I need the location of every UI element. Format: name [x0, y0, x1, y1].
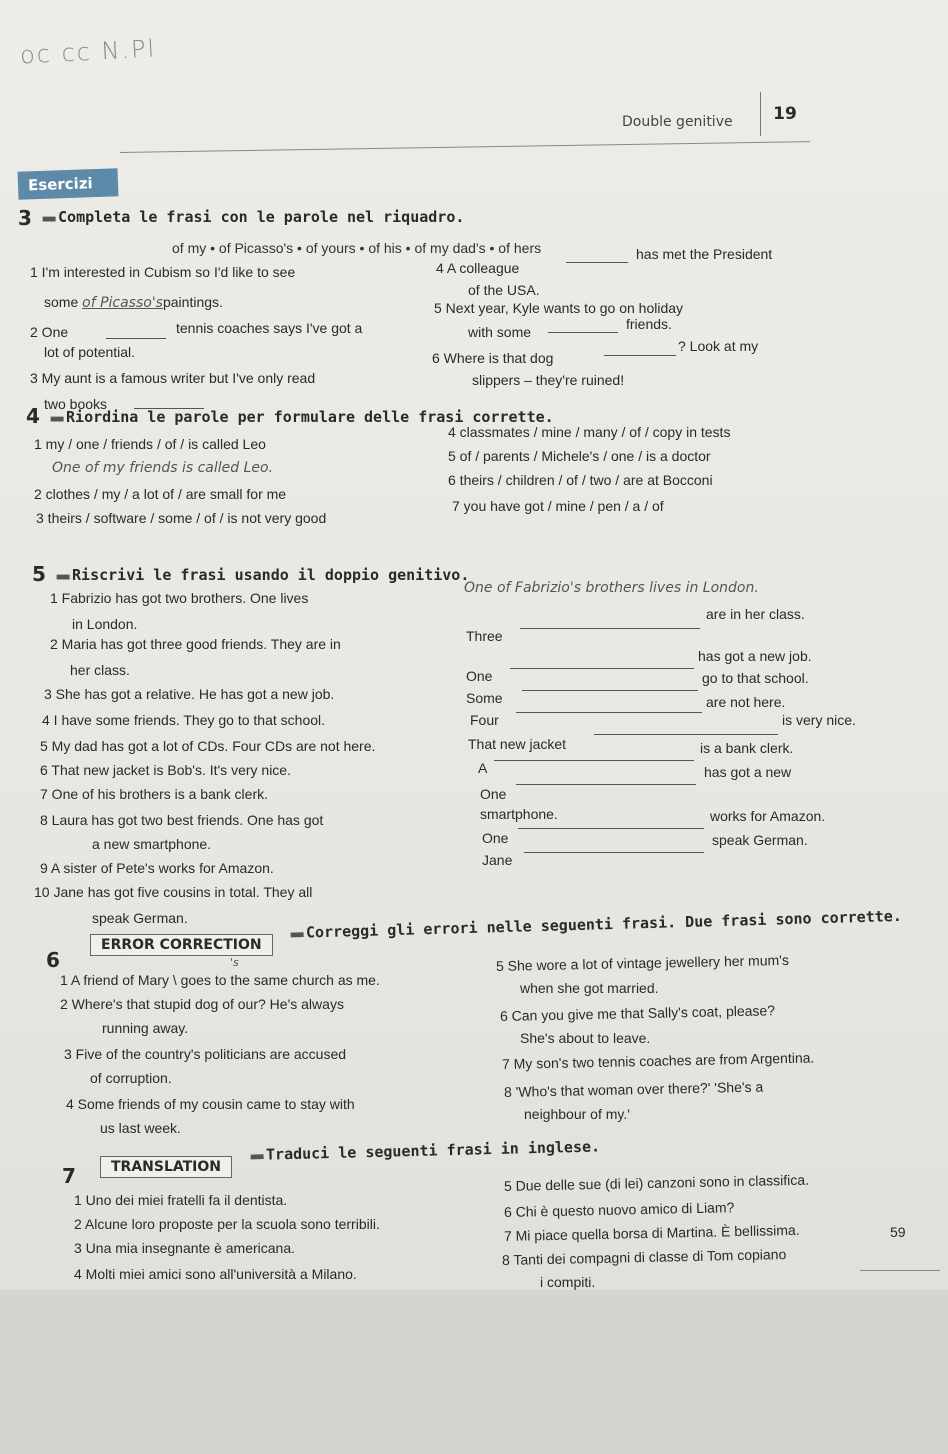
error-correction-label: ERROR CORRECTION: [90, 934, 273, 956]
sentence-5-end: friends.: [626, 316, 672, 332]
sentence-2: 2 One: [30, 324, 69, 340]
sentence-6: 6 That new jacket is Bob's. It's very nice.: [40, 762, 291, 778]
sentence-8-cont: a new smartphone.: [92, 836, 212, 852]
sentence-1: 1 Fabrizio has got two brothers. One lives: [50, 590, 309, 606]
sentence-1-answer: One of Fabrizio's brothers lives in London.: [464, 580, 759, 596]
sentence-6: 6 Chi è questo nuovo amico di Liam?: [503, 1199, 735, 1220]
answer-blank: [566, 262, 628, 263]
sentence-3: 3 theirs / software / some / of / is not very good: [36, 510, 327, 526]
sentence-1-cont: some of Picasso'spaintings.: [44, 294, 223, 311]
answer-blank: [524, 852, 704, 853]
sentence-2: 2 Maria has got three good friends. They are in: [50, 636, 341, 652]
exercise-number: 5: [32, 562, 46, 586]
sentence-6: 6 theirs / children / of / two / are at Bocconi: [448, 472, 713, 488]
sentence-4-cont: of the USA.: [468, 282, 540, 298]
answer-10-start: Jane: [482, 852, 513, 868]
answer-5-start: Four: [470, 712, 499, 728]
pencil-scribble: oc cc N.Pl: [19, 34, 157, 70]
sentence-8-cont: neighbour of my.': [524, 1106, 630, 1122]
header-rule: [120, 141, 810, 153]
answer-7-start: A: [478, 760, 488, 776]
sentence-5: 5 Due delle sue (di lei) canzoni sono in classifica.: [503, 1171, 810, 1194]
exercise-number: 4: [26, 404, 40, 428]
answer-8-start: One: [480, 786, 507, 802]
answer-5-end: are not here.: [706, 694, 786, 710]
answer-4-end: go to that school.: [702, 670, 809, 686]
sentence-1-answer: One of my friends is called Leo.: [52, 460, 274, 476]
exercise-instruction: ■■■ Riscrivi le frasi usando il doppio genitivo.: [56, 566, 470, 584]
answer-10-end: speak German.: [712, 832, 808, 848]
sentence-5-cont: when she got married.: [520, 980, 659, 996]
sentence-4-cont: us last week.: [100, 1120, 181, 1136]
sentence-5: 5 She wore a lot of vintage jewellery her mum's: [495, 951, 790, 974]
sentence-2-mid: tennis coaches says I've got a: [176, 320, 363, 336]
sentence-5-cont: with some: [468, 324, 532, 340]
answer-4-start: Some: [466, 690, 503, 706]
sentence-8-cont: i compiti.: [540, 1274, 596, 1290]
exercise-instruction: ■■■ Completa le frasi con le parole nel riquadro.: [42, 208, 465, 226]
exercise-instruction: ■■■ Riordina le parole per formulare delle frasi corrette.: [50, 408, 554, 426]
footer-rule: [860, 1270, 940, 1271]
exercise-number: 6: [46, 948, 60, 972]
sentence-4: 4 Molti miei amici sono all'università a Milano.: [74, 1266, 357, 1282]
sentence-7: 7 One of his brothers is a bank clerk.: [40, 786, 268, 802]
answer-blank: [520, 628, 700, 629]
answer-blank: [516, 784, 696, 785]
answer-6-start: That new jacket: [468, 736, 567, 752]
page-bottom-shadow: [0, 1290, 948, 1454]
sentence-4-end: has met the President: [636, 246, 773, 262]
sentence-8: 8 'Who's that woman over there?' 'She's a: [503, 1078, 764, 1100]
sentence-3-cont: of corruption.: [90, 1070, 172, 1086]
answer-2-start: Three: [466, 628, 503, 644]
sentence-5: 5 of / parents / Michele's / one / is a doctor: [448, 448, 711, 464]
exercise-number: 7: [62, 1164, 76, 1188]
sentence-2-cont: her class.: [70, 662, 130, 678]
sentence-1: 1 I'm interested in Cubism so I'd like to see: [30, 264, 296, 280]
sentence-2: 2 clothes / my / a lot of / are small for me: [34, 486, 287, 502]
sentence-2: 2 Where's that stupid dog of our? He's always: [60, 996, 344, 1012]
sentence-8: 8 Laura has got two best friends. One has got: [40, 812, 324, 828]
sentence-1-cont: in London.: [72, 616, 138, 632]
answer-blank: [516, 712, 702, 713]
sentence-1: 1 Uno dei miei fratelli fa il dentista.: [74, 1192, 288, 1208]
sentence-3: 3 She has got a relative. He has got a new job.: [44, 686, 335, 702]
answer-7-end: is a bank clerk.: [700, 740, 794, 756]
sentence-4: 4 I have some friends. They go to that school.: [42, 712, 326, 728]
sentence-6-cont: slippers – they're ruined!: [472, 372, 625, 388]
answer-blank: [106, 338, 166, 339]
exercise-instruction: ■■■ Correggi gli errori nelle seguenti frasi. Due frasi sono corrette.: [289, 906, 903, 942]
sentence-1: 1 my / one / friends / of / is called Leo: [34, 436, 266, 452]
answer-blank: [494, 760, 694, 761]
sentence-3: 3 Una mia insegnante è americana.: [74, 1240, 296, 1256]
answer-blank: [510, 668, 694, 669]
translation-label: TRANSLATION: [100, 1156, 232, 1178]
sentence-4: 4 Some friends of my cousin came to stay with: [66, 1096, 355, 1112]
answer-blank: [594, 734, 778, 735]
sentence-3: 3 Five of the country's politicians are accused: [64, 1046, 347, 1062]
sentence-2-cont: running away.: [102, 1020, 189, 1036]
header-title: Double genitive: [622, 114, 733, 130]
sentence-7: 7 My son's two tennis coaches are from Argentina.: [501, 1049, 815, 1072]
answer-9-start: One: [482, 830, 509, 846]
answer-9-end: works for Amazon.: [710, 808, 826, 824]
sentence-5: 5 Next year, Kyle wants to go on holiday: [434, 300, 684, 316]
sentence-6: 6 Where is that dog: [432, 350, 554, 366]
answer-blank: [518, 828, 704, 829]
correction-mark: 's: [230, 956, 239, 969]
answer-8-end-cont: smartphone.: [480, 806, 558, 822]
answer-6-end: is very nice.: [782, 712, 856, 728]
sentence-2: 2 Alcune loro proposte per la scuola sono terribili.: [74, 1216, 380, 1232]
sentence-10: 10 Jane has got five cousins in total. They all: [34, 884, 313, 900]
answer-blank: [548, 332, 618, 333]
unit-number: 19: [760, 92, 809, 136]
sentence-7: 7 you have got / mine / pen / a / of: [452, 498, 664, 514]
exercise-number: 3: [18, 206, 32, 230]
sentence-4: 4 A colleague: [436, 260, 520, 276]
sentence-7: 7 Mi piace quella borsa di Martina. È bellissima.: [503, 1221, 800, 1244]
section-label: Esercizi: [18, 168, 119, 199]
sentence-1: 1 A friend of Mary \ goes to the same church as me.: [60, 972, 380, 988]
exercise-instruction: ■■■ Traduci le seguenti frasi in inglese.: [249, 1137, 601, 1164]
sentence-10-cont: speak German.: [92, 910, 188, 926]
sentence-3: 3 My aunt is a famous writer but I've only read: [30, 370, 316, 386]
sentence-6-end: ? Look at my: [678, 338, 759, 354]
sentence-9: 9 A sister of Pete's works for Amazon.: [40, 860, 274, 876]
sentence-2-cont: lot of potential.: [44, 344, 136, 360]
answer-blank: [604, 355, 676, 356]
word-box: of my • of Picasso's • of yours • of his • of my dad's • of hers: [172, 240, 542, 256]
answer-blank: [522, 690, 698, 691]
answer-8-end: has got a new: [704, 764, 792, 780]
sentence-6: 6 Can you give me that Sally's coat, please?: [499, 1002, 776, 1024]
sentence-5: 5 My dad has got a lot of CDs. Four CDs are not here.: [40, 738, 376, 754]
sentence-3-cont: two books: [44, 396, 108, 412]
sentence-8: 8 Tanti dei compagni di classe di Tom copiano: [501, 1246, 787, 1268]
answer-3-end: has got a new job.: [698, 648, 812, 664]
sentence-6-cont: She's about to leave.: [520, 1030, 651, 1046]
sentence-4: 4 classmates / mine / many / of / copy in tests: [448, 424, 731, 440]
page-number: 59: [890, 1224, 906, 1240]
answer-2-end: are in her class.: [706, 606, 805, 622]
answer-3-start: One: [466, 668, 493, 684]
